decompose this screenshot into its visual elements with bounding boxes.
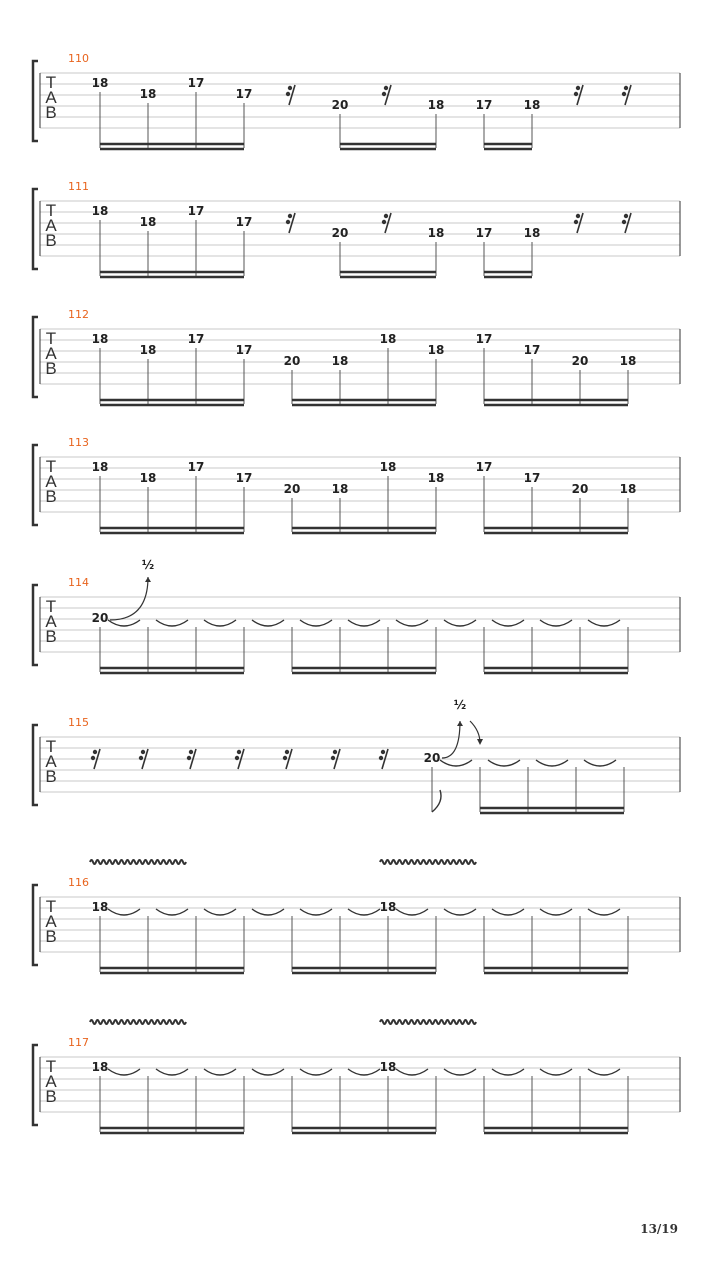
- tab-clef-letter: T: [45, 737, 57, 756]
- tie-arc: [300, 1069, 332, 1075]
- fret-number: 17: [523, 343, 541, 357]
- tie-arc: [300, 909, 332, 915]
- rest-dot: [93, 750, 97, 754]
- tie-arc: [252, 620, 284, 626]
- fret-number: 18: [331, 354, 349, 368]
- tie-arc: [252, 909, 284, 915]
- fret-number: 17: [235, 87, 253, 101]
- rest-dot: [331, 756, 335, 760]
- tie-arc: [540, 1069, 572, 1075]
- fret-number: 18: [619, 482, 637, 496]
- rest-dot: [384, 86, 388, 90]
- fret-number: 20: [283, 482, 301, 496]
- staff-bracket: [33, 189, 38, 269]
- tie-arc: [540, 909, 572, 915]
- tie-arc: [156, 1069, 188, 1075]
- tie-arc: [108, 1069, 140, 1075]
- tab-clef-letter: B: [45, 1087, 57, 1106]
- rest-dot: [189, 750, 193, 754]
- tie-arc: [204, 1069, 236, 1075]
- tie-arc: [252, 1069, 284, 1075]
- fret-number: 18: [427, 98, 445, 112]
- rest-dot: [235, 756, 239, 760]
- tie-arc: [492, 1069, 524, 1075]
- rest-dot: [288, 86, 292, 90]
- fret-number: 18: [91, 900, 109, 914]
- fret-number: 17: [523, 471, 541, 485]
- measure-number: 113: [68, 436, 89, 449]
- rest-dot: [576, 214, 580, 218]
- fret-number: 20: [91, 611, 109, 625]
- staff-bracket: [33, 585, 38, 665]
- tie-arc: [204, 620, 236, 626]
- fret-number: 17: [187, 332, 205, 346]
- fret-number: 17: [475, 226, 493, 240]
- tie-arc: [108, 909, 140, 915]
- tie-arc: [440, 760, 472, 766]
- tab-clef-letter: A: [45, 912, 57, 931]
- fret-number: 17: [475, 98, 493, 112]
- tab-clef-letter: A: [45, 472, 57, 491]
- measure-number: 116: [68, 876, 89, 889]
- vibrato-mark: [380, 860, 476, 864]
- measure-number: 112: [68, 308, 89, 321]
- fret-number: 17: [475, 332, 493, 346]
- release-arrowhead: [477, 739, 483, 745]
- tie-arc: [108, 620, 140, 626]
- bend-curve: [110, 577, 148, 620]
- tab-clef-letter: A: [45, 752, 57, 771]
- fret-number: 20: [571, 354, 589, 368]
- fret-number: 18: [379, 1060, 397, 1074]
- rest-dot: [139, 756, 143, 760]
- fret-number: 18: [139, 87, 157, 101]
- rest-dot: [379, 756, 383, 760]
- fret-number: 18: [91, 332, 109, 346]
- fret-number: 18: [427, 226, 445, 240]
- rest-dot: [141, 750, 145, 754]
- tab-clef-letter: A: [45, 216, 57, 235]
- tie-arc: [588, 1069, 620, 1075]
- fret-number: 17: [187, 76, 205, 90]
- fret-number: 17: [235, 215, 253, 229]
- note-flag: [432, 790, 441, 812]
- tab-clef-letter: A: [45, 344, 57, 363]
- tie-arc: [348, 1069, 380, 1075]
- tab-clef-letter: B: [45, 767, 57, 786]
- tab-clef-letter: B: [45, 627, 57, 646]
- measure-number: 115: [68, 716, 89, 729]
- tie-arc: [488, 760, 520, 766]
- tie-arc: [204, 909, 236, 915]
- fret-number: 18: [379, 900, 397, 914]
- tab-clef-letter: T: [45, 597, 57, 616]
- tie-arc: [492, 909, 524, 915]
- tie-arc: [492, 620, 524, 626]
- rest-dot: [237, 750, 241, 754]
- rest-dot: [576, 86, 580, 90]
- rest-dot: [624, 214, 628, 218]
- fret-number: 18: [139, 471, 157, 485]
- tab-clef-letter: T: [45, 457, 57, 476]
- tab-clef-letter: B: [45, 359, 57, 378]
- bend-amount-label: ½: [453, 698, 467, 712]
- rest-dot: [384, 214, 388, 218]
- rest-dot: [622, 92, 626, 96]
- page-number: 13/19: [640, 1222, 678, 1236]
- bend-amount-label: ½: [141, 558, 155, 572]
- tie-arc: [444, 909, 476, 915]
- tab-clef-letter: B: [45, 487, 57, 506]
- tab-clef-letter: B: [45, 927, 57, 946]
- fret-number: 18: [91, 460, 109, 474]
- rest-dot: [381, 750, 385, 754]
- fret-number: 17: [475, 460, 493, 474]
- fret-number: 20: [331, 226, 349, 240]
- fret-number: 18: [139, 215, 157, 229]
- tie-arc: [156, 909, 188, 915]
- vibrato-mark: [90, 860, 186, 864]
- tie-arc: [588, 909, 620, 915]
- tie-arc: [348, 620, 380, 626]
- rest-dot: [574, 92, 578, 96]
- fret-number: 18: [91, 204, 109, 218]
- tab-clef-letter: B: [45, 231, 57, 250]
- fret-number: 18: [619, 354, 637, 368]
- bend-arrowhead: [145, 577, 151, 582]
- rest-dot: [288, 214, 292, 218]
- tab-clef-letter: T: [45, 1057, 57, 1076]
- staff-bracket: [33, 885, 38, 965]
- fret-number: 20: [423, 751, 441, 765]
- staff-bracket: [33, 445, 38, 525]
- rest-dot: [187, 756, 191, 760]
- staff-bracket: [33, 61, 38, 141]
- tie-arc: [156, 620, 188, 626]
- rest-dot: [283, 756, 287, 760]
- rest-dot: [285, 750, 289, 754]
- fret-number: 17: [235, 343, 253, 357]
- tab-clef-letter: T: [45, 201, 57, 220]
- rest-dot: [382, 92, 386, 96]
- rest-dot: [622, 220, 626, 224]
- tie-arc: [348, 909, 380, 915]
- staff-bracket: [33, 317, 38, 397]
- tab-clef-letter: T: [45, 329, 57, 348]
- fret-number: 18: [379, 460, 397, 474]
- fret-number: 20: [283, 354, 301, 368]
- tab-clef-letter: A: [45, 1072, 57, 1091]
- tie-arc: [584, 760, 616, 766]
- measure-number: 110: [68, 52, 89, 65]
- vibrato-mark: [380, 1020, 476, 1024]
- fret-number: 18: [427, 471, 445, 485]
- bend-curve: [442, 721, 460, 758]
- tab-clef-letter: T: [45, 897, 57, 916]
- measure-number: 114: [68, 576, 89, 589]
- fret-number: 18: [523, 226, 541, 240]
- fret-number: 18: [91, 1060, 109, 1074]
- staff-bracket: [33, 725, 38, 805]
- fret-number: 18: [427, 343, 445, 357]
- tab-clef-letter: A: [45, 88, 57, 107]
- tie-arc: [588, 620, 620, 626]
- rest-dot: [382, 220, 386, 224]
- fret-number: 17: [187, 204, 205, 218]
- measure-number: 111: [68, 180, 89, 193]
- rest-dot: [574, 220, 578, 224]
- fret-number: 20: [331, 98, 349, 112]
- rest-dot: [286, 220, 290, 224]
- bend-arrowhead: [457, 721, 463, 726]
- tie-arc: [396, 909, 428, 915]
- fret-number: 18: [91, 76, 109, 90]
- staff-bracket: [33, 1045, 38, 1125]
- fret-number: 18: [379, 332, 397, 346]
- fret-number: 20: [571, 482, 589, 496]
- rest-dot: [286, 92, 290, 96]
- rest-dot: [624, 86, 628, 90]
- tie-arc: [444, 620, 476, 626]
- rest-dot: [91, 756, 95, 760]
- rest-dot: [333, 750, 337, 754]
- tab-clef-letter: A: [45, 612, 57, 631]
- measure-number: 117: [68, 1036, 89, 1049]
- tab-clef-letter: B: [45, 103, 57, 122]
- fret-number: 17: [235, 471, 253, 485]
- tie-arc: [444, 1069, 476, 1075]
- tie-arc: [536, 760, 568, 766]
- fret-number: 18: [139, 343, 157, 357]
- fret-number: 18: [331, 482, 349, 496]
- fret-number: 17: [187, 460, 205, 474]
- tie-arc: [300, 620, 332, 626]
- vibrato-mark: [90, 1020, 186, 1024]
- tie-arc: [396, 620, 428, 626]
- tab-clef-letter: T: [45, 73, 57, 92]
- tie-arc: [540, 620, 572, 626]
- fret-number: 18: [523, 98, 541, 112]
- tie-arc: [396, 1069, 428, 1075]
